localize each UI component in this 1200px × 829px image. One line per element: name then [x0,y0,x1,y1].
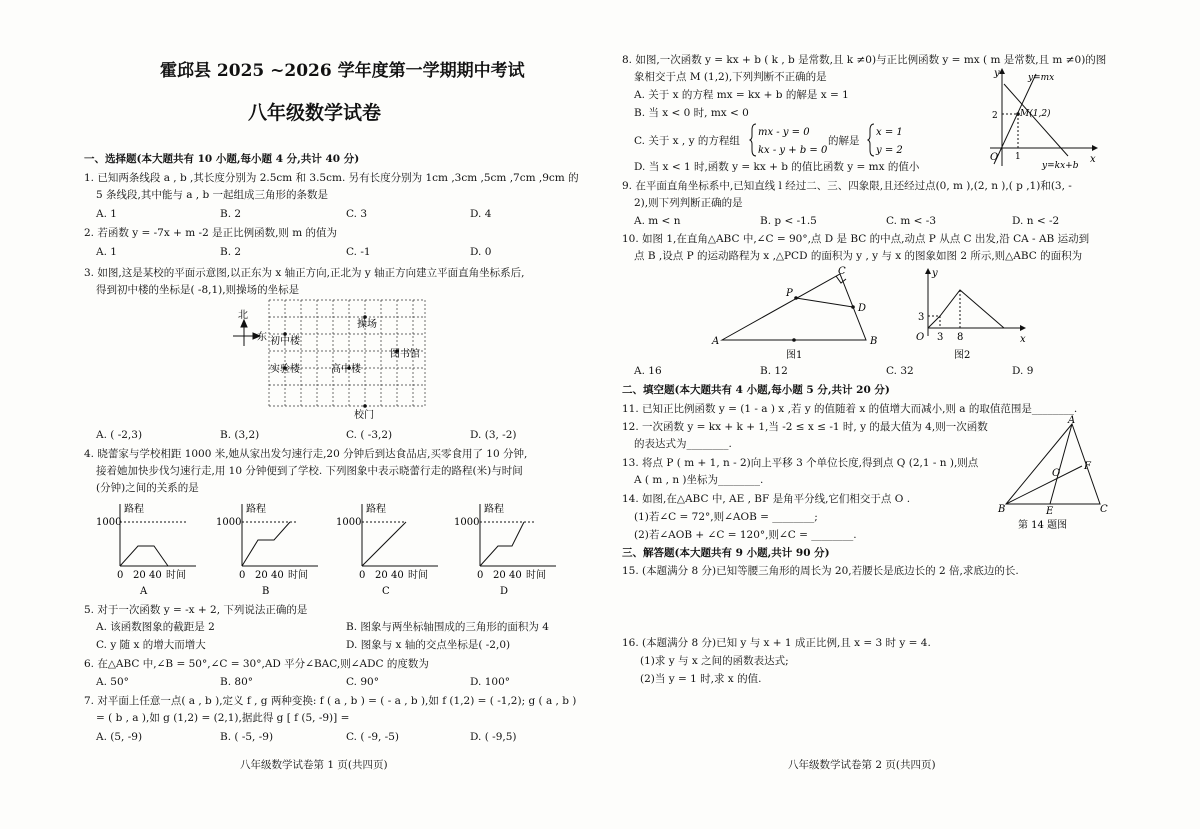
q8-option-c-tail: 的解是 [828,135,860,147]
q12-line-1: 12. 一次函数 y = kx + k + 1,当 -2 ≤ x ≤ -1 时, y 的最大值为 4,则一次函数 [622,421,988,433]
q14-label-o: O [1052,468,1061,479]
q10-line-1: 10. 如图 1,在直角△ABC 中,∠C = 90°,点 D 是 BC 的中点,动点 P 从点 C 出发,沿 CA - AB 运动到 [622,233,1090,245]
q8-tick-1: 1 [1015,152,1021,162]
q4b-xtick-20: 20 [255,570,268,581]
q8-graph [986,66,1100,170]
map-label-high-school: 高中楼 [331,364,361,375]
q4c-xtick-20: 20 [375,570,388,581]
q8-point-m-label: M(1,2) [1020,109,1051,119]
q16-part-2: (2)当 y = 1 时,求 x 的值. [640,673,762,685]
q6-option-c: C. 90° [346,676,379,688]
q7-line-1: 7. 对平面上任意一点( a , b ),定义 f , g 两种变换: f ( a , b ) = ( - a , b ),如 f (1,2) = ( -1,2); g ( a , b ) [84,695,577,707]
fig1-label-p: P [786,288,793,299]
q4a-xlabel: 时间 [166,570,186,581]
q2-option-a: A. 1 [96,246,117,258]
q10-figure-2 [912,266,1032,362]
q1-line-1: 1. 已知两条线段 a , b ,其长度分别为 2.5cm 和 3.5cm. 另有长度分别为 1cm ,3cm ,5cm ,7cm ,9cm 的 [84,172,579,184]
q7-option-a: A. (5, -9) [96,731,143,743]
map-label-gate: 校门 [354,410,374,421]
page-1-footer: 八年级数学试卷第 1 页(共四页) [240,759,388,771]
q1-option-c: C. 3 [346,208,368,220]
q9-option-d: D. n < -2 [1012,215,1060,227]
q4-graph-c [336,502,438,597]
q3-line-1: 3. 如图,这是某校的平面示意图,以正东为 x 轴正方向,正北为 y 轴正方向建立平面直角坐标系后, [84,267,525,279]
q7-option-d: D. ( -9,5) [470,731,517,743]
q8-axis-y: y [994,68,1000,79]
q7-line-2: = ( b , a ),如 g (1,2) = (2,1),据此得 g [ f (5, -9)] = [96,712,350,724]
q6-option-b: B. 80° [220,676,254,688]
q4-line-3: (分钟)之间的关系的是 [96,482,199,494]
q9-option-b: B. p < -1.5 [760,215,817,227]
section-3-heading: 三、解答题(本大题共有 9 小题,共计 90 分) [622,547,830,559]
q2-option-c: C. -1 [346,246,371,258]
q4c-ylabel: 路程 [366,504,386,515]
q13-line-1: 13. 将点 P ( m + 1, n - 2)向上平移 3 个单位长度,得到点 Q (2,1 - n ),则点 [622,457,979,469]
q3-option-b: B. (3,2) [220,429,260,441]
q7-option-b: B. ( -5, -9) [220,731,274,743]
q8-line-mx-label: y=mx [1028,73,1055,83]
fig1-label-d: D [858,303,867,314]
page-2-footer: 八年级数学试卷第 2 页(共四页) [788,759,936,771]
q8-system-eq1: mx - y = 0 [758,127,810,138]
q8-line-1: 8. 如图,一次函数 y = kx + b ( k , b 是常数,且 k ≠0)与正比例函数 y = mx ( m 是常数,且 m ≠0)的图 [622,54,1107,66]
fig2-xtick-3: 3 [937,332,944,343]
fig2-axis-x: x [1020,334,1026,345]
q1-option-b: B. 2 [220,208,242,220]
q4-graph-d [454,502,556,597]
q8-solution-y: y = 2 [876,145,903,156]
q4a-xtick-40: 40 [149,570,162,581]
q3-school-map [228,296,438,424]
q10-option-c: C. 32 [886,365,914,377]
q3-option-d: D. (3, -2) [470,429,517,441]
q4a-ylabel: 路程 [124,504,144,515]
q15-text: 15. (本题满分 8 分)已知等腰三角形的周长为 20,若腰长是底边长的 2 倍,求底边的长. [622,565,1019,577]
fig1-caption: 图1 [786,350,803,361]
q4b-xtick-0: 0 [239,570,246,581]
q2-option-d: D. 0 [470,246,492,258]
q4d-xtick-0: 0 [477,570,484,581]
q5-option-d: D. 图象与 x 轴的交点坐标是( -2,0) [346,639,511,651]
fig1-label-a: A [712,336,720,347]
map-label-middle-school: 初中楼 [270,336,300,347]
q1-line-2: 5 条线段,其中能与 a , b 一起组成三角形的条数是 [96,189,329,201]
q1-option-d: D. 4 [470,208,492,220]
q9-option-c: C. m < -3 [886,215,936,227]
exam-subtitle: 八年级数学试卷 [248,102,382,124]
q8-system-eq2: kx - y + b = 0 [758,145,828,156]
q4-line-1: 4. 晓蕾家与学校相距 1000 米,她从家出发匀速行走,20 分钟后到达食品店,买零食用了 10 分钟, [84,448,528,460]
q4c-xtick-0: 0 [359,570,366,581]
q7-option-c: C. ( -9, -5) [346,731,399,743]
q4-line-2: 接着她加快步伐匀速行走,用 10 分钟便到了学校. 下列图象中表示晓蕾行走的路程(米)与时间 [96,465,523,477]
q4-graph-b [216,502,318,597]
q8-axis-x: x [1090,154,1096,165]
q14-label-f: F [1084,461,1091,472]
q10-option-b: B. 12 [760,365,788,377]
q2-text: 2. 若函数 y = -7x + m -2 是正比例函数,则 m 的值为 [84,227,338,239]
map-label-library: 图书馆 [390,349,420,360]
fig1-label-c: C [838,266,846,277]
q10-line-2: 点 B ,设点 P 的运动路程为 x ,△PCD 的面积为 y , y 与 x 的图象如图 2 所示,则△ABC 的面积为 [634,250,1083,262]
q4a-xtick-20: 20 [133,570,146,581]
map-label-playground: 操场 [357,319,377,330]
q10-option-d: D. 9 [1012,365,1034,377]
q5-option-a: A. 该函数图象的截距是 2 [96,621,215,633]
q4-graph-a [96,502,196,597]
q14-label-e: E [1046,506,1054,517]
q3-option-c: C. ( -3,2) [346,429,393,441]
q5-text: 5. 对于一次函数 y = -x + 2, 下列说法正确的是 [84,604,308,616]
q8-origin: O [990,152,999,163]
q4b-ylabel: 路程 [246,504,266,515]
q4d-xtick-40: 40 [509,570,522,581]
fig2-xtick-8: 8 [957,332,964,343]
q10-option-a: A. 16 [634,365,662,377]
q8-option-b: B. 当 x < 0 时, mx < 0 [634,107,749,119]
q14-part-2: (2)若∠AOB + ∠C = 120°,则∠C = ________. [634,529,857,541]
q9-line-1: 9. 在平面直角坐标系中,已知直线 l 经过二、三、四象限,且还经过点(0, m ),(2, n ),( p ,1)和(3, - [622,180,1072,192]
q13-line-2: A ( m , n )坐标为________. [634,474,764,486]
q4c-xtick-40: 40 [391,570,404,581]
q14-part-1: (1)若∠C = 72°,则∠AOB = ________; [634,511,818,523]
q6-option-a: A. 50° [96,676,129,688]
q14-line-1: 14. 如图,在△ABC 中, AE , BF 是角平分线,它们相交于点 O . [622,493,911,505]
q14-label-a: A [1068,415,1076,426]
q4b-xlabel: 时间 [288,570,308,581]
q4-graphs [96,500,566,600]
q8-line-2: 象相交于点 M (1,2),下列判断不正确的是 [634,71,827,83]
exam-title: 霍邱县 2025 ~2026 学年度第一学期期中考试 [160,61,525,81]
q3-option-a: A. ( -2,3) [96,429,143,441]
map-east-label: 东 [257,332,267,343]
q4d-xlabel: 时间 [526,570,546,581]
q4-graph-a-name: A [140,586,148,597]
q8-tick-2: 2 [992,111,998,121]
fig2-ytick-3: 3 [918,312,925,323]
q4-graph-b-name: B [262,586,270,597]
q8-option-c: C. 关于 x , y 的方程组 [634,135,740,147]
q4-graph-c-name: C [382,586,390,597]
q4a-ytick: 1000 [96,517,122,528]
q5-option-b: B. 图象与两坐标轴围成的三角形的面积为 4 [346,621,549,633]
q14-label-c: C [1100,504,1108,515]
q8-system-brace [750,122,903,158]
q4d-ylabel: 路程 [484,504,504,515]
q6-option-d: D. 100° [470,676,511,688]
q12-line-2: 的表达式为________. [634,438,732,450]
q4c-xlabel: 时间 [408,570,428,581]
q8-solution-x: x = 1 [876,127,903,138]
q4b-ytick: 1000 [216,517,242,528]
fig1-label-b: B [870,336,878,347]
q4c-ytick: 1000 [336,517,362,528]
fig2-axis-y: y [932,268,938,279]
q8-option-d: D. 当 x < 1 时,函数 y = kx + b 的值比函数 y = mx 的值小 [634,161,920,173]
q3-line-2: 得到初中楼的坐标是( -8,1),则操场的坐标是 [96,284,300,296]
fig2-origin: O [916,332,925,343]
q9-option-a: A. m < n [634,215,681,227]
q11-text: 11. 已知正比例函数 y = (1 - a ) x ,若 y 的值随着 x 的值增大而减小,则 a 的取值范围是________. [622,403,1078,415]
q14-caption: 第 14 题图 [1018,520,1068,531]
q6-text: 6. 在△ABC 中,∠B = 50°,∠C = 30°,AD 平分∠BAC,则∠ADC 的度数为 [84,658,429,670]
right-page [600,0,1200,829]
q8-option-a: A. 关于 x 的方程 mx = kx + b 的解是 x = 1 [634,89,849,101]
q14-triangle-figure [996,414,1116,534]
q4d-ytick: 1000 [454,517,480,528]
fig2-caption: 图2 [954,350,971,361]
q1-option-a: A. 1 [96,208,117,220]
q5-option-c: C. y 随 x 的增大而增大 [96,639,206,651]
q10-figure-1 [710,266,890,362]
section-2-heading: 二、填空题(本大题共有 4 小题,每小题 5 分,共计 20 分) [622,384,890,396]
q2-option-b: B. 2 [220,246,242,258]
q14-label-b: B [998,504,1006,515]
q4d-xtick-20: 20 [493,570,506,581]
q4a-xtick-0: 0 [117,570,124,581]
q4-graph-d-name: D [500,586,509,597]
map-label-lab-building: 实验楼 [270,364,300,375]
q4b-xtick-40: 40 [271,570,284,581]
q16-part-1: (1)求 y 与 x 之间的函数表达式; [640,655,789,667]
q16-line-1: 16. (本题满分 8 分)已知 y 与 x + 1 成正比例,且 x = 3 时 y = 4. [622,637,931,649]
section-1-heading: 一、选择题(本大题共有 10 小题,每小题 4 分,共计 40 分) [84,153,360,165]
map-north-label: 北 [238,310,248,321]
q9-line-2: 2),则下列判断正确的是 [634,197,743,209]
q8-line-kxb-label: y=kx+b [1042,161,1079,171]
